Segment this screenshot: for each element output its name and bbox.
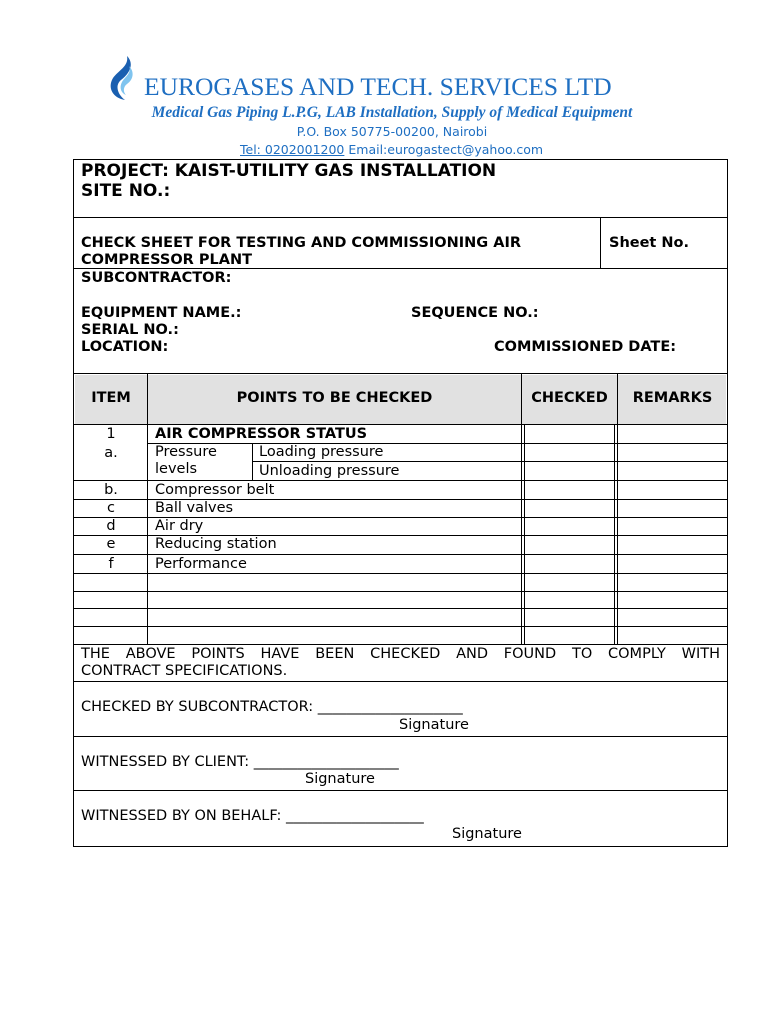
table-point: Ball valves [155,500,234,516]
divider [73,217,728,218]
divider [73,424,728,425]
po-box-address: P.O. Box 50775-00200, Nairobi [296,124,488,139]
divider [73,373,728,374]
equipment-name-label: EQUIPMENT NAME.: [81,305,242,321]
divider [73,608,728,609]
compliance-statement-line1: THE ABOVE POINTS HAVE BEEN CHECKED AND FOUND TO COMPLY WITH [81,646,720,662]
witnessed-by-client-line: WITNESSED BY CLIENT: ____________________ [81,754,399,770]
section-item-number: 1 [106,426,116,442]
sequence-no-label: SEQUENCE NO.: [411,305,539,321]
project-title: PROJECT: KAIST-UTILITY GAS INSTALLATION [81,161,497,181]
sheet-no-label: Sheet No. [609,235,690,251]
divider [73,790,728,791]
company-tagline: Medical Gas Piping L.P.G, LAB Installation, Supply of Medical Equipment [151,104,633,121]
divider [73,681,728,682]
site-no-label: SITE NO.: [81,181,171,201]
table-item: b. [104,482,118,498]
subcontractor-label: SUBCONTRACTOR: [81,270,232,286]
contact-line [240,142,543,157]
phone-number: Tel: 0202001200 [240,142,345,157]
sheet-heading-line2: COMPRESSOR PLANT [81,252,252,268]
signature-caption: Signature [452,826,522,842]
blue-flame-logo-icon [105,54,143,104]
pressure-group-label-line2: levels [155,461,198,477]
table-item: a. [104,445,118,461]
table-point: Performance [155,556,247,572]
divider [73,573,728,574]
divider [73,480,728,481]
table-point: Air dry [155,518,204,534]
loading-pressure-label: Loading pressure [259,444,384,460]
serial-no-label: SERIAL NO.: [81,322,179,338]
divider [73,591,728,592]
column-header-item: ITEM [91,390,131,406]
sheet-heading-line1: CHECK SHEET FOR TESTING AND COMMISSIONING AIR [81,235,522,251]
table-point: Compressor belt [155,482,275,498]
section-title: AIR COMPRESSOR STATUS [155,426,368,442]
table-item: c [107,500,115,516]
pressure-group-label-line1: Pressure [155,444,217,460]
table-item: e [106,536,116,552]
divider [252,443,253,481]
column-header-remarks: REMARKS [632,390,713,406]
divider [73,736,728,737]
location-label: LOCATION: [81,339,169,355]
checked-by-subcontractor-line: CHECKED BY SUBCONTRACTOR: ____________________ [81,699,463,715]
compliance-statement-line2: CONTRACT SPECIFICATIONS. [81,663,288,679]
divider [252,461,728,462]
divider [73,554,728,555]
signature-caption: Signature [399,717,469,733]
table-item: f [108,556,114,572]
commissioned-date-label: COMMISSIONED DATE: [494,339,677,355]
table-point: Reducing station [155,536,277,552]
divider [73,626,728,627]
witnessed-on-behalf-line: WITNESSED BY ON BEHALF: ___________________ [81,808,424,824]
divider [73,268,728,269]
divider [73,644,728,645]
company-name: EUROGASES AND TECH. SERVICES LTD [144,72,612,101]
column-header-checked: CHECKED [531,390,608,406]
signature-caption: Signature [305,771,375,787]
table-item: d [106,518,116,534]
email-address: Email:eurogastect@yahoo.com [344,142,544,157]
divider [147,443,728,444]
unloading-pressure-label: Unloading pressure [259,463,400,479]
column-header-points: POINTS TO BE CHECKED [236,390,433,406]
divider [600,217,601,269]
